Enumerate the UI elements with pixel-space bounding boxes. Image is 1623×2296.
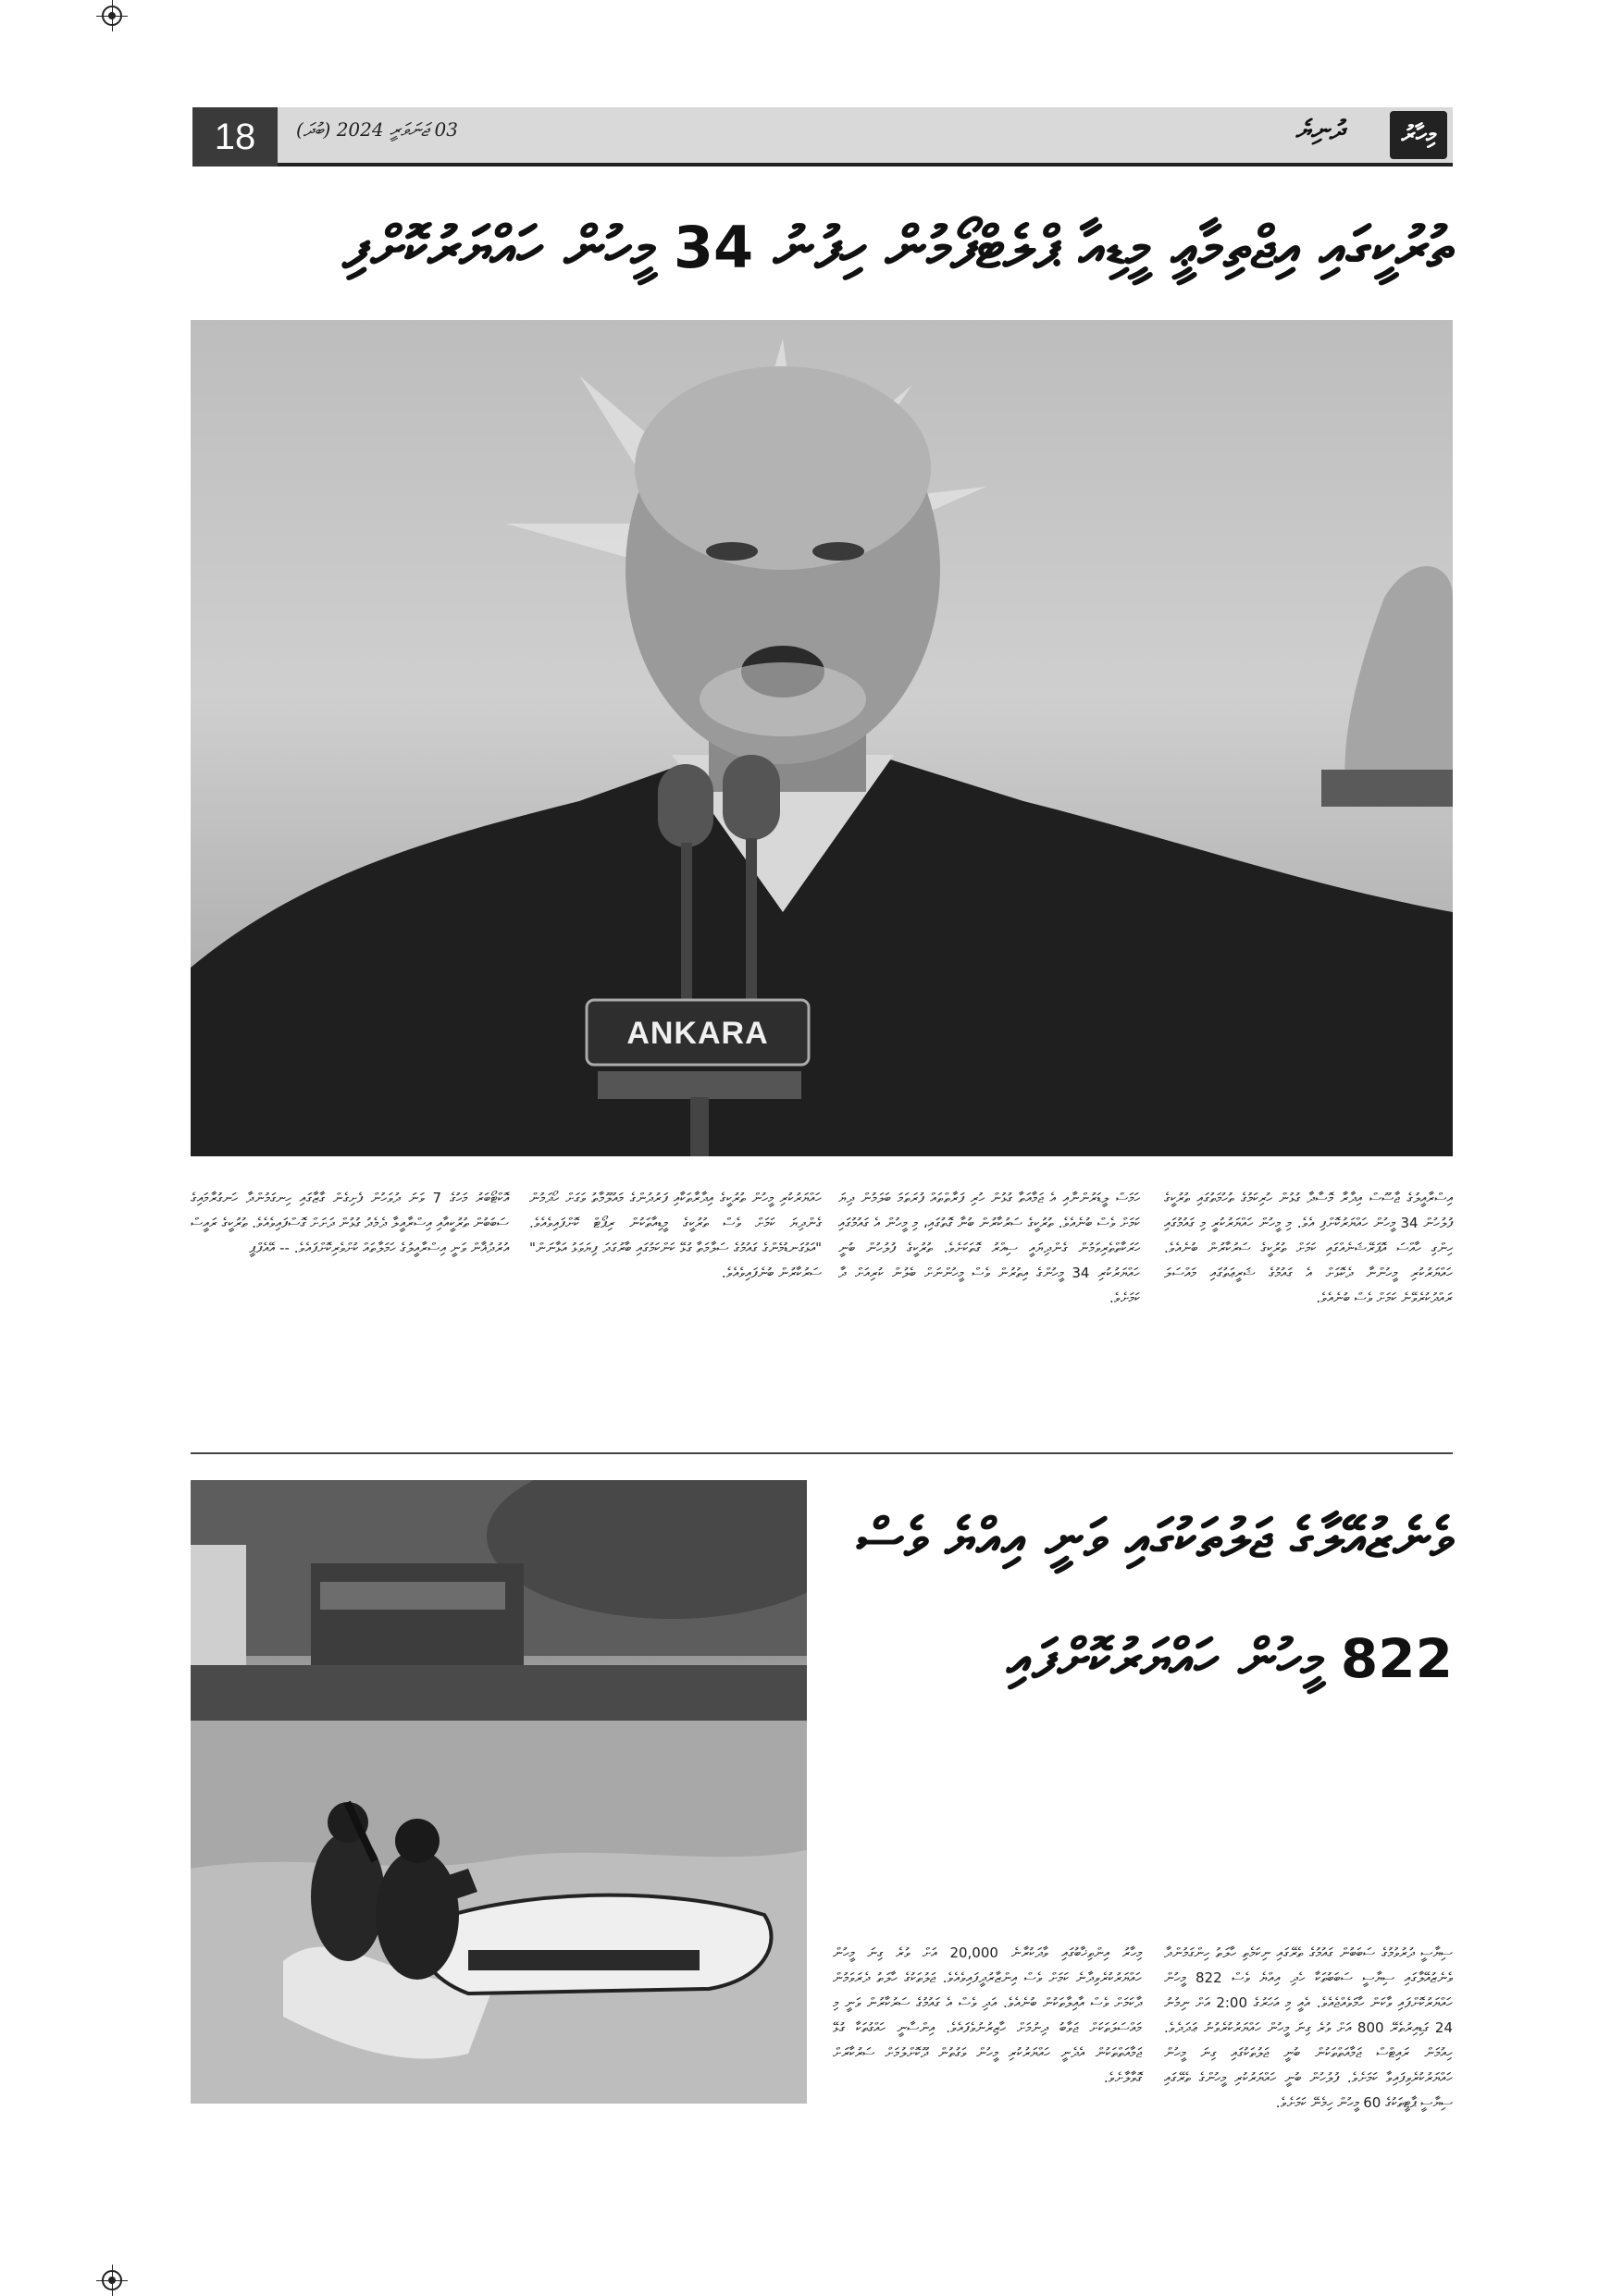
section-name: ދުނިޔެ (1295, 115, 1344, 145)
story1-column-2: ހަމަސް ލީޑަރުންނާއި އެ ޖަމާއަތާ ގުޅުން ހުރި ފަރާތްތައް ފުރަތަމަ ބަލަމުން ދިޔަ ކަމަށް ވެސް ބުނެއެވެ. ތުރުކީގެ ސަރުކާރުން ބުނާ ގޮތުގައި، މި މީހުން އެ ގައުމުގައި ހަރަކާތްތެރިވަމުން ގެންދިޔައީ ސިއްރު ގޮތަކަށެވެ. ތުރުކީގެ ފުލުހުން ބުނީ ހައްޔަރުކުރި 34 މީހުންގެ އިތުރުން ވެސް މީހުންނަށް ބެލުން ކުރިއަށް ދާ ކަމަށެވެ. (838, 1190, 1140, 1306)
page-header-rule (192, 163, 1453, 167)
story-divider (191, 1452, 1453, 1454)
story2-column-2: މިހާރު އިންތިޚާބުގައި ވާދަކުރާނެ 20,000 އަށް ވުރެ ގިނަ މީހުން ހައްޔަރުކުރެވިދާނެ ކަމަށް ވެސް އިންޒާރުދީފައިވެއެވެ. ޖަލުތަކުގެ ހާލަތު ދެރަވަމުން ދާކަމަށް ވެސް އާއިލާތަކުން ބުނެއެވެ. އަދި ވެސް އެ ގައުމުގެ ސަރުކާރުން ވަނީ މި މައްސަލަތަކަށް ޖަވާބު ދިނުމަށް ހާޒިރުނުވެފައެވެ. އިންސާނީ ހައްގުތަކާ ގުޅޭ ޖަމާއަތްތަކުން އެދެނީ ހައްޔަރުކުރި މީހުން ވަގުތުން ދޫކޮށްލުމަށް ސަރުކާރަށް ގޮވާލާށެވެ. (833, 1944, 1142, 2086)
story2-headline: ވެނެޒުއޭލާގެ ޖަލުތަކުގައި ވަނީ އިއްޔެ ވެސް 822 މީހުން ހައްޔަރުކޮށްފައި (857, 1507, 1453, 1690)
story2-photo (191, 1480, 807, 2104)
story1-column-3: ހައްޔަރުކުރި މީހުން ތުރުކީގެ އިދާރާތަކާއި ފަރުދުންގެ މައުލޫމާތު ވަގަށް ހޯދަމުން ގެންދިޔަ ކަމަށް ވެސް ތުރުކީގެ މީޑިއާތަކުން ރިޕޯޓް ކޮށްފައިވެއެވެ. "އަޅުގަނޑުމެންގެ ގައުމުގެ ސަލާމަތާ ގުޅޭ ކަންކަމުގައި ބާރުގަދަ ފިޔަވަޅު އަޅާނަން" ސަރުކާރުން ބުނެފައިވެއެވެ. (529, 1190, 822, 1281)
podium-sign-text: ANKARA (626, 1016, 769, 1051)
story1-column-1: އިސްރާއީލުގެ ޖާސޫސް އިދާރާ މޮސާދާ ގުޅުން ހުރިކަމުގެ ތުހުމަތުގައި ތުރުކީގެ ފުލުހުން 34 މީހުން ހައްޔަރުކޮށްފި އެވެ. މި މީހުން ހައްޔަރުކުރީ މި ގައުމުގައި ހިންގި ހާއްސަ އޮޕަރޭޝަނެއްގައި ކަމަށް ތުރުކީގެ ސަރުކާރުން ބުނެއެވެ. ހައްޔަރުކުރި މީހުންނާ ދެކޮޅަށް އެ ގައުމުގެ ޝަރީޢަތުގައި މައްސަލަ ރައްދުކުރެވޭނެ ކަމަށް ވެސް ބުނެއެވެ. (1164, 1190, 1453, 1306)
speaker-illustration (191, 320, 1453, 1156)
story2-column-1: ސިޔާސީ ދުރުވުމުގެ ސަބަބުން ގައުމުގެ ތެރޭގައި ނިކަމެތި ހާލަތު ހިންގަމުންދާ ވެނެޒުއޭލާގައި ސިޔާސީ ސަބަބުތަކާ ހެދި އިއްޔެ ވެސް 822 މީހުން ހައްޔަރުކޮށްފައި ވާކަން ހާމަވެއްޖެއެވެ. އެއީ މި އަހަރުގެ 2:00 އަށް ނިމުނު 24 ގަޑިއިރުތެރޭ 800 އަށް ވުރެ ގިނަ މީހުން ހައްޔަރުކުރެވުނު ޢަދަދެވެ. ހިއުމަން ރައިޓްސް ޖަމާއަތްތަކުން ބުނީ ޖަލުތަކުގައި ގިނަ މީހުން ހައްޔަރުކުރެވިފައިވާ ކަމަށެވެ. ފުލުހުން ބުނީ ހައްޔަރުކުރި މީހުންގެ ތެރޭގައި ސިޔާސީ ޕާޓީތަކުގެ 60 މީހުން ހިމެނޭ ކަމަށެވެ. (1164, 1944, 1453, 2111)
jetski-illustration (191, 1480, 807, 2104)
crop-mark-bottom-left (102, 2270, 122, 2290)
story1-photo (191, 320, 1453, 1156)
crop-mark-top-left (102, 6, 122, 26)
issue-date: 03 ޖަނަވަރީ 2024 (ބުދަ) (296, 118, 458, 141)
newspaper-logo: މިހާރު (1390, 111, 1447, 159)
story1-column-4: އޮކްޓޯބަރު މަހުގެ 7 ވަނަ ދުވަހުން ފެށިގެން ގާޒާގައި ހިނގަމުންދާ ހަނގުރާމައިގެ ސަބަބުން ތުރުކީއާއި އިސްރާއީލާ ދެމެދު ގުޅުން ދަށަށް ގޮސްފައިވެއެވެ. ތުރުކީގެ ރައީސް އުރުދުޣާން ވަނީ އިސްރާއީލުގެ ހަމަލާތައް ކުށްވެރިކޮށްފައެވެ. -- އޭއެފްޕީ (191, 1190, 509, 1256)
story1-headline: ތުރުކީގައި އިޖްތިމާޢީ މީޑިއާ ޕްލެޓްފޯމުން ހިފުނު 34 މީހުން ހައްޔަރުކޮށްފި (342, 214, 1453, 281)
page-number: 18 (192, 107, 278, 167)
